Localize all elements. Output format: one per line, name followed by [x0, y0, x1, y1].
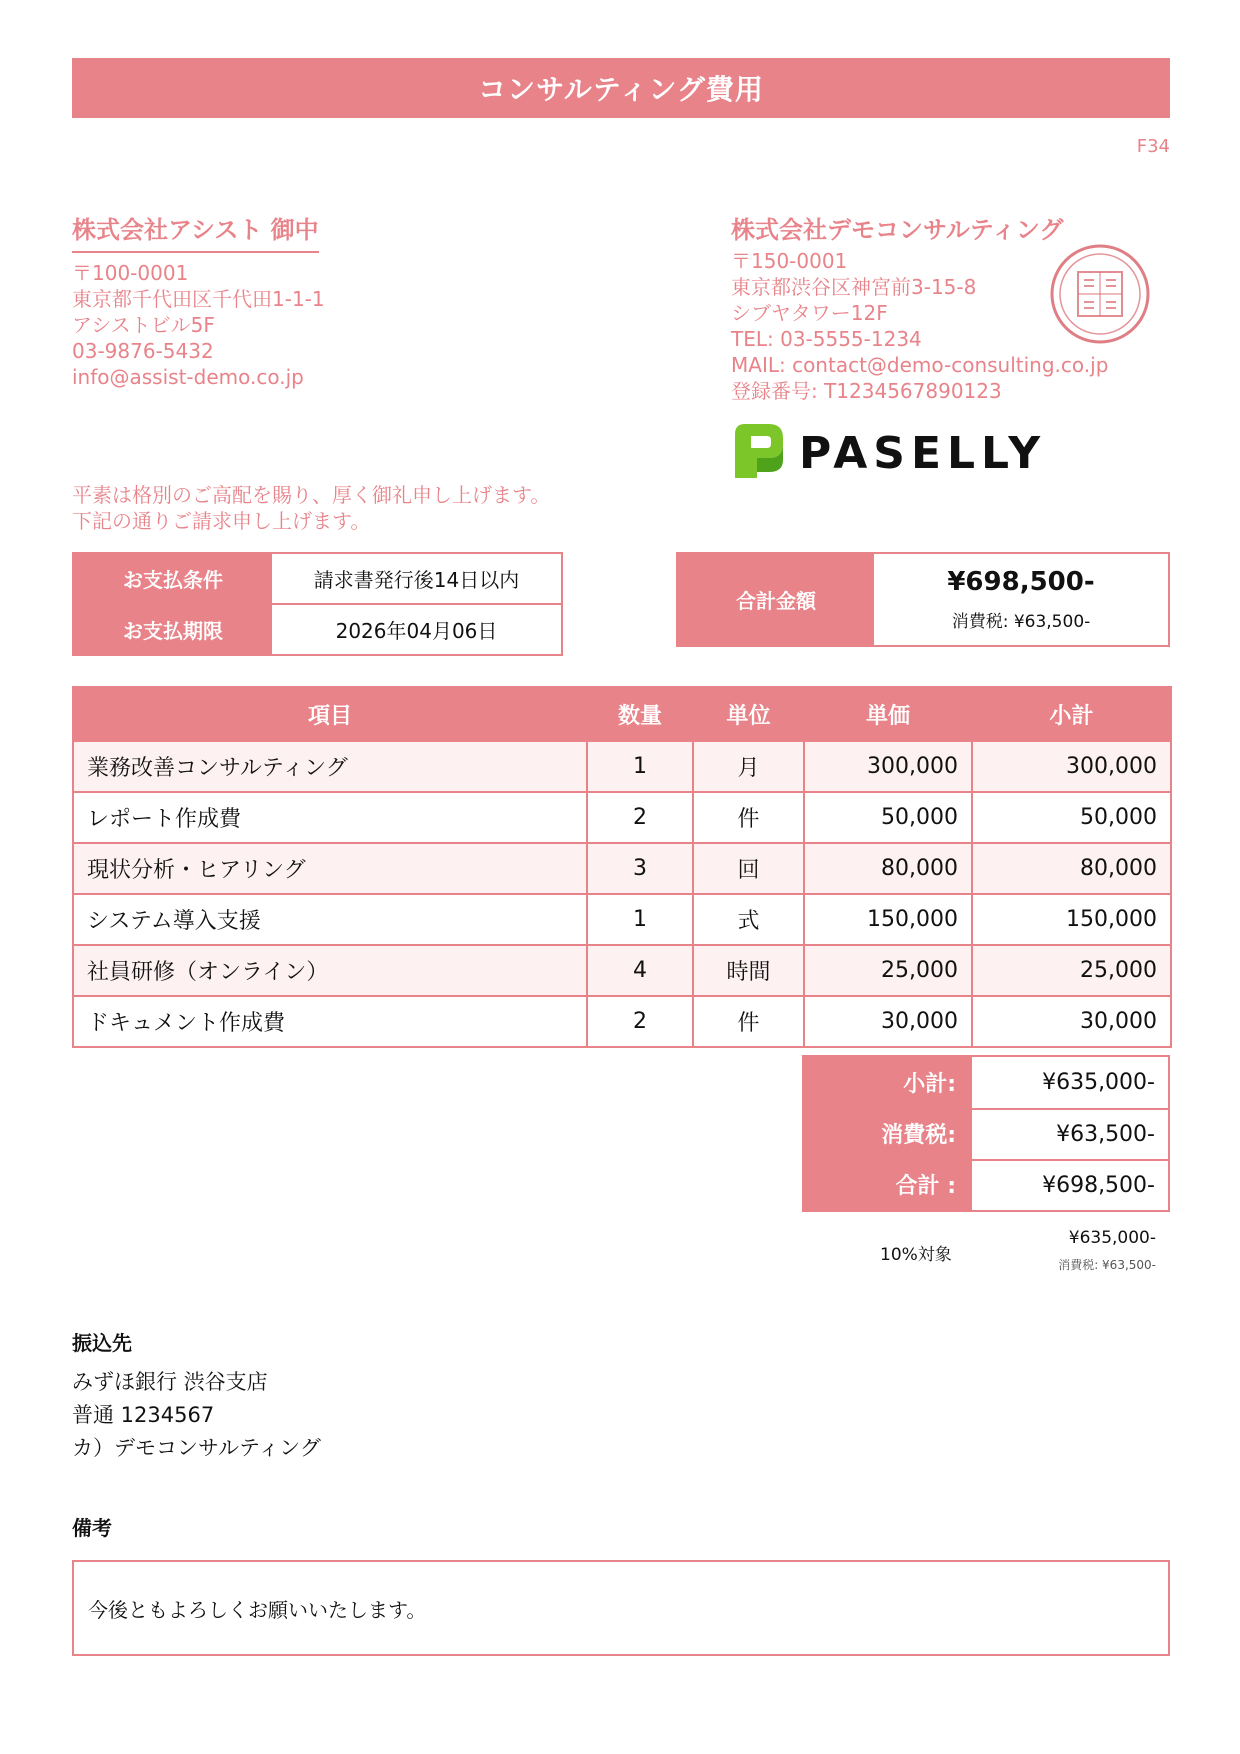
item-unit: 回 — [693, 843, 804, 894]
notes-heading: 備考 — [72, 1516, 112, 1540]
client-phone: 03-9876-5432 — [72, 339, 214, 363]
payment-due-row — [74, 603, 561, 654]
item-unit-price: 300,000 — [804, 741, 972, 792]
column-header-unit: 単位 — [693, 687, 804, 741]
sender-registration-number: 登録番号: T1234567890123 — [731, 379, 1002, 403]
item-name: ドキュメント作成費 — [73, 996, 587, 1047]
client-name: 株式会社アシスト 御中 — [72, 210, 319, 253]
client-building: アシストビル5F — [72, 313, 215, 337]
total-amount-label: 合計金額 — [678, 554, 874, 645]
item-quantity: 1 — [587, 894, 693, 945]
summary-subtotal-row — [804, 1057, 1168, 1108]
payment-due-label: お支払期限 — [74, 605, 272, 654]
item-name: 社員研修（オンライン） — [73, 945, 587, 996]
sender-postal-code: 〒150-0001 — [731, 249, 848, 273]
summary-tax-value: ¥63,500- — [970, 1108, 1168, 1159]
summary-total-row — [804, 1159, 1168, 1210]
bank-name: みずほ銀行 渋谷支店 — [72, 1370, 268, 1394]
bank-account-number: 普通 1234567 — [72, 1403, 215, 1427]
item-name: 現状分析・ヒアリング — [73, 843, 587, 894]
item-unit-price: 80,000 — [804, 843, 972, 894]
table-row — [73, 792, 1171, 843]
sender-email: MAIL: contact@demo-consulting.co.jp — [731, 353, 1109, 377]
item-unit: 件 — [693, 792, 804, 843]
client-address — [72, 260, 325, 390]
item-unit: 件 — [693, 996, 804, 1047]
item-subtotal: 50,000 — [972, 792, 1171, 843]
total-amount-box — [676, 552, 1170, 647]
table-row — [73, 741, 1171, 792]
item-unit-price: 50,000 — [804, 792, 972, 843]
payment-conditions — [72, 552, 563, 656]
greeting-line: 平素は格別のご高配を賜り、厚く御礼申し上げます。 — [72, 483, 551, 507]
company-seal-icon — [1048, 242, 1152, 346]
document-number: F34 — [1136, 136, 1170, 157]
summary-subtotal-value: ¥635,000- — [970, 1057, 1168, 1108]
sender-phone: TEL: 03-5555-1234 — [731, 327, 922, 351]
client-email: info@assist-demo.co.jp — [72, 365, 304, 389]
greeting — [72, 482, 550, 534]
notes-text: 今後ともよろしくお願いいたします。 — [88, 1597, 427, 1622]
line-items-table — [72, 686, 1172, 1048]
item-subtotal: 300,000 — [972, 741, 1171, 792]
payment-terms-row — [74, 554, 561, 603]
table-row — [73, 945, 1171, 996]
item-unit-price: 150,000 — [804, 894, 972, 945]
item-quantity: 4 — [587, 945, 693, 996]
item-quantity: 1 — [587, 741, 693, 792]
item-quantity: 2 — [587, 996, 693, 1047]
item-unit: 月 — [693, 741, 804, 792]
item-quantity: 3 — [587, 843, 693, 894]
summary-tax-label: 消費税: — [804, 1108, 970, 1159]
total-tax-value: 消費税: ¥63,500- — [951, 612, 1091, 632]
total-amount-values — [874, 554, 1168, 645]
table-row — [73, 843, 1171, 894]
notes-box — [72, 1560, 1170, 1656]
item-quantity: 2 — [587, 792, 693, 843]
payment-due-value: 2026年04月06日 — [335, 619, 498, 643]
sender-address-line: 東京都渋谷区神宮前3-15-8 — [731, 275, 977, 299]
document-title: コンサルティング費用 — [72, 58, 1170, 118]
item-subtotal: 150,000 — [972, 894, 1171, 945]
client-postal-code: 〒100-0001 — [72, 261, 189, 285]
item-subtotal: 30,000 — [972, 996, 1171, 1047]
item-subtotal: 80,000 — [972, 843, 1171, 894]
bank-details — [72, 1366, 321, 1465]
tax-target-amount: ¥635,000- — [1068, 1228, 1156, 1248]
column-header-subtotal: 小計 — [972, 687, 1171, 741]
table-row — [73, 894, 1171, 945]
payment-terms-value: 請求書発行後14日以内 — [313, 568, 520, 592]
tax-rate-label: 10%対象 — [880, 1245, 952, 1265]
summary-total-value: ¥698,500- — [970, 1159, 1168, 1210]
bank-account-holder: カ）デモコンサルティング — [72, 1436, 321, 1460]
item-unit-price: 25,000 — [804, 945, 972, 996]
summary-tax-row — [804, 1108, 1168, 1159]
payment-terms-label: お支払条件 — [74, 554, 272, 603]
summary-block — [802, 1055, 1170, 1212]
item-name: 業務改善コンサルティング — [73, 741, 587, 792]
item-unit-price: 30,000 — [804, 996, 972, 1047]
summary-total-label: 合計 : — [804, 1159, 970, 1210]
item-unit: 式 — [693, 894, 804, 945]
column-header-item: 項目 — [73, 687, 587, 741]
client-address-line: 東京都千代田区千代田1-1-1 — [72, 287, 325, 311]
paselly-logo-icon — [731, 420, 1051, 482]
sender-name: 株式会社デモコンサルティング — [731, 216, 1064, 244]
item-name: システム導入支援 — [73, 894, 587, 945]
table-header-row — [73, 687, 1171, 741]
item-unit: 時間 — [693, 945, 804, 996]
bank-heading: 振込先 — [72, 1331, 132, 1355]
total-amount-value: ¥698,500- — [947, 567, 1095, 597]
summary-subtotal-label: 小計: — [804, 1057, 970, 1108]
greeting-line: 下記の通りご請求申し上げます。 — [72, 509, 371, 533]
column-header-unit-price: 単価 — [804, 687, 972, 741]
tax-target-tax: 消費税: ¥63,500- — [1058, 1258, 1156, 1272]
logo-wordmark: PASELLY — [799, 428, 1047, 479]
column-header-quantity: 数量 — [587, 687, 693, 741]
sender-building: シブヤタワー12F — [731, 301, 888, 325]
item-subtotal: 25,000 — [972, 945, 1171, 996]
table-row — [73, 996, 1171, 1047]
company-logo — [731, 420, 1051, 482]
item-name: レポート作成費 — [73, 792, 587, 843]
